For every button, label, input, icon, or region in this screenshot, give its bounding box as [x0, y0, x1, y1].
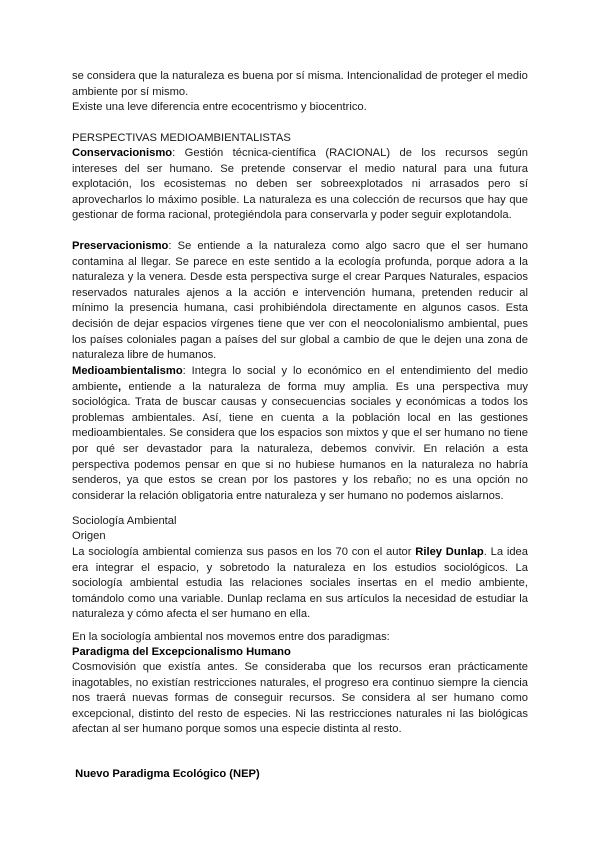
- paradigmas-intro: En la sociología ambiental nos movemos entre dos paradigmas:: [72, 631, 390, 643]
- conservacionismo-term: Conservacionismo: [72, 147, 173, 159]
- intro-line-3: Existe una leve diferencia entre ecocentrismo y biocentrico.: [72, 101, 367, 114]
- perspectives-heading: PERSPECTIVAS MEDIOAMBIENTALISTAS: [72, 132, 291, 144]
- nep-title-text: Nuevo Paradigma Ecológico (NEP): [72, 768, 260, 780]
- sociologia-title: Sociología Ambiental: [72, 515, 177, 527]
- sociologia-subtitle: Origen: [72, 530, 106, 542]
- medioambientalismo-comma: ,: [118, 380, 122, 393]
- sociologia-author: Riley Dunlap: [415, 546, 484, 558]
- intro-line-1: se considera que la naturaleza es buena por sí misma. Intencionalidad de proteger el medio: [72, 70, 528, 82]
- preservacionismo-term: Preservacionismo: [72, 240, 169, 252]
- sociologia-paragraph: [72, 545, 528, 623]
- medioambientalismo-term: Medioambientalismo: [72, 365, 183, 377]
- intro-paragraph: [72, 69, 528, 116]
- preservacionismo-text: : Se entiende a la naturaleza como algo sacro que el ser humano contamina al llegar. Se parece en este sentido a la ecología profunda, porque adora a la naturaleza y la venera. Desde esta perspectiva surge el crear Parques Naturales, espacios reservados naturales ajenos a la acción e intervención humana, pretenden reducir al mínimo la presencia humana, casi prohibiéndola directamente en algunos casos. Esta decisión de dejar espacios vírgenes tiene que ver con el neocolonialismo ambiental, pues los países coloniales pagan a países del sur global a cambio de que le dejen una zona de naturaleza libre de humanos.: [72, 240, 528, 362]
- nep-title: [72, 767, 528, 783]
- hei-title: [72, 645, 528, 661]
- medioambientalismo-paragraph: [72, 364, 528, 504]
- sociologia-text-b: . La idea era integrar el espacio, y sobretodo la naturaleza en los estudios sociológicos. La sociología ambiental estudia las relaciones sociales insertas en el medio ambiente, tomándolo como una variable. Dunlap reclama en sus artículos la necesidad de estudiar la naturaleza y cómo afecta el ser humano en ella.: [72, 546, 528, 621]
- medioambientalismo-text-b: entiende a la naturaleza de forma muy amplia. Es una perspectiva muy sociológica. Trata de buscar causas y consecuencias sociales y económicas a todos los problemas ambientales. Así, tiene en cuenta a la población local en las gestiones medioambientales. Se considera que los espacios son mixtos y que el ser humano no tiene por qué ser devastador para la naturaleza, debemos convivir. En relación a esta perspectiva podemos pensar en que si no hubiese humanos en la naturaleza no habría senderos, ya que estos se crean por los pastores y los rebaño; no es una opción no considerar la relación obligatoria entre naturaleza y ser humano no podemos aislarnos.: [72, 380, 528, 502]
- hei-paragraph: Cosmovisión que existía antes. Se consideraba que los recursos eran prácticamente inagotables, no existían restricciones naturales, el progreso era continuo siempre la ciencia nos traerá nuevas formas de conseguir recursos. Se considera al ser humano como excepcional, distinto del resto de especies. Ni las restricciones naturales ni las biológicas afectan al ser humano porque somos una especie distinta al resto.: [72, 661, 528, 736]
- hei-title-text: Paradigma del Excepcionalismo Humano: [72, 646, 291, 658]
- medioambientalismo-text-a: : Integra lo social y lo económico en el entendimiento del medio ambiente: [72, 365, 528, 393]
- preservacionismo-paragraph: [72, 239, 528, 364]
- conservacionismo-text: : Gestión técnica-científica (RACIONAL) de los recursos según intereses del ser humano. Se pretende conservar el medio natural para una futura explotación, los ecosistemas no deben ser sobreexplotados ni arrasados pero sí aprovecharlos lo máximo posible. La naturaleza es una colección de recursos que hay que gestionar de forma racional, protegiéndola para conservarla y poder seguir explotandola.: [72, 147, 528, 222]
- conservacionismo-paragraph: [72, 146, 528, 224]
- sociologia-text-a: La sociología ambiental comienza sus pasos en los 70 con el autor: [72, 546, 416, 558]
- intro-line-2: ambiente por sí mismo.: [72, 85, 189, 98]
